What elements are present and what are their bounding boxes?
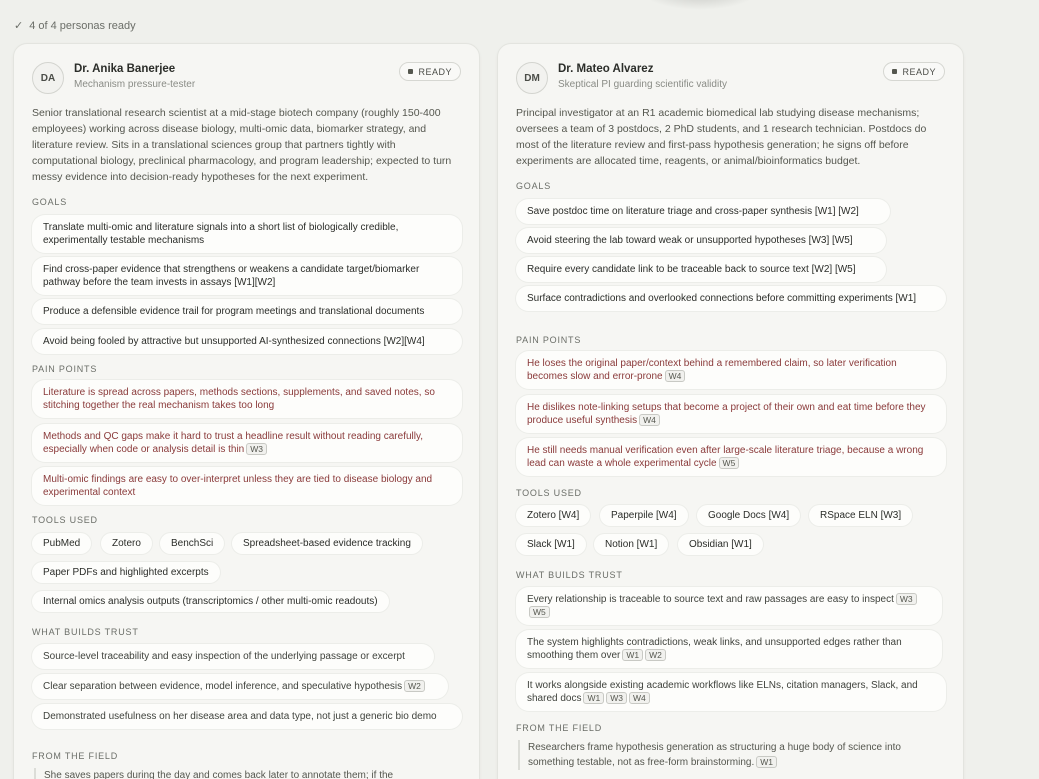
citation-tag[interactable]: W4	[639, 414, 660, 426]
status-badge-label: READY	[418, 66, 452, 77]
status-dot-icon	[408, 69, 413, 74]
section-title-tools: TOOLS USED	[32, 515, 98, 525]
trust-item	[516, 587, 942, 625]
status-badge-label: READY	[902, 66, 936, 77]
tool-chip: BenchSci	[160, 533, 224, 554]
goal-item: Translate multi-omic and literature signals into a short list of biologically credible, experimentally testable mechanisms	[32, 215, 462, 253]
section-title-pain-points: PAIN POINTS	[32, 364, 98, 374]
trust-item	[32, 674, 448, 699]
status-badge	[883, 62, 945, 81]
citation-tag[interactable]: W1	[622, 649, 643, 661]
citation-tag[interactable]: W4	[665, 370, 686, 382]
section-title-goals: GOALS	[32, 197, 68, 207]
pain-point-item	[516, 395, 946, 433]
avatar: DM	[516, 62, 548, 94]
trust-text: Every relationship is traceable to source text and raw passages are easy to inspect	[527, 594, 894, 605]
trust-text: Demonstrated usefulness on her disease area and data type, not just a generic bio demo	[43, 711, 437, 722]
trust-item	[32, 644, 434, 669]
tool-chip: Paperpile [W4]	[600, 505, 688, 526]
pain-point-text: Multi-omic findings are easy to over-interpret unless they are tied to disease biology and experimental context	[43, 474, 433, 498]
citation-tag[interactable]: W1	[583, 692, 604, 704]
persona-header	[32, 62, 461, 96]
persona-description: Principal investigator at an R1 academic biomedical lab studying disease mechanisms; oversees a team of 3 postdocs, 2 PhD students, and 1 research technician. Postdocs do most of the literature review and first-pass hypothesis generation; he signs off before experiments are allocated time, reagents, or animal/bioinformatics budget.	[516, 107, 927, 167]
trust-text: Source-level traceability and easy inspection of the underlying passage or excerpt	[43, 651, 405, 662]
trust-text: Clear separation between evidence, model inference, and speculative hypothesis	[43, 681, 403, 692]
status-badge	[399, 62, 461, 81]
goal-item: Produce a defensible evidence trail for program meetings and translational documents	[32, 299, 462, 324]
check-icon: ✓	[14, 20, 24, 32]
citation-tag[interactable]: W1	[756, 756, 777, 768]
goal-item: Save postdoc time on literature triage and cross-paper synthesis [W1] [W2]	[516, 199, 890, 224]
top-shadow	[640, 0, 760, 10]
persona-role: Skeptical PI guarding scientific validity	[558, 79, 727, 90]
citation-tag[interactable]: W3	[896, 593, 917, 605]
tool-chip: PubMed	[32, 533, 91, 554]
field-quote-text: Researchers frame hypothesis generation as structuring a huge body of science into something testable, not as free-form brainstorming.	[528, 742, 901, 768]
persona-card[interactable]	[13, 43, 480, 779]
pain-point-item	[516, 438, 946, 476]
tool-chip: Internal omics analysis outputs (transcriptomics / other multi-omic readouts)	[32, 591, 389, 612]
tool-chip: RSpace ELN [W3]	[809, 505, 912, 526]
citation-tag[interactable]: W2	[404, 680, 425, 692]
goal-item: Require every candidate link to be traceable back to source text [W2] [W5]	[516, 257, 886, 282]
pain-point-item	[32, 424, 462, 462]
pain-point-text: He dislikes note-linking setups that become a project of their own and eat time before they produce useful synthesis	[527, 402, 926, 426]
trust-text: The system highlights contradictions, weak links, and unsupported edges rather than smoothing them over	[527, 637, 902, 661]
persona-name: Dr. Mateo Alvarez	[558, 63, 654, 75]
pain-point-text: He loses the original paper/context behind a remembered claim, so later verification becomes slow and error-prone	[527, 358, 897, 382]
goal-item: Find cross-paper evidence that strengthens or weakens a candidate target/biomarker pathway before the team invests in assays [W1][W2]	[32, 257, 462, 295]
persona-description: Senior translational research scientist at a mid-stage biotech company (roughly 150-400 employees) working across disease biology, multi-omic data, biomarker strategy, and literature review. Sits in a translational sciences group that partners tightly with computational biology, preclinical pharmacology, and program leadership; expected to turn messy evidence into decision-ready hypotheses for the next experiment.	[32, 107, 452, 183]
tool-chip: Notion [W1]	[594, 534, 668, 555]
citation-tag[interactable]: W4	[629, 692, 650, 704]
citation-tag[interactable]: W5	[529, 606, 550, 618]
goal-item: Avoid steering the lab toward weak or unsupported hypotheses [W3] [W5]	[516, 228, 886, 253]
citation-tag[interactable]: W3	[606, 692, 627, 704]
section-title-trust: WHAT BUILDS TRUST	[516, 570, 623, 580]
trust-item	[516, 630, 942, 668]
persona-name: Dr. Anika Banerjee	[74, 63, 176, 75]
pain-point-text: Literature is spread across papers, methods sections, supplements, and saved notes, so stitching together the real mechanism takes too long	[43, 387, 435, 411]
section-title-field: FROM THE FIELD	[32, 751, 119, 761]
section-title-pain-points: PAIN POINTS	[516, 335, 582, 345]
tool-chip: Google Docs [W4]	[697, 505, 800, 526]
citation-tag[interactable]: W2	[645, 649, 666, 661]
citation-tag[interactable]: W3	[246, 443, 267, 455]
pain-point-text: He still needs manual verification even after large-scale literature triage, because a wrong lead can waste a whole experimental cycle	[527, 445, 924, 469]
pain-point-item	[32, 467, 462, 505]
persona-header	[516, 62, 945, 96]
status-dot-icon	[892, 69, 897, 74]
ready-status	[14, 19, 136, 32]
avatar: DA	[32, 62, 64, 94]
pain-point-text: Methods and QC gaps make it hard to trust a headline result without reading carefully, especially when code or analysis detail is thin	[43, 431, 424, 455]
trust-item	[32, 704, 462, 729]
tool-chip: Zotero	[101, 533, 152, 554]
section-title-tools: TOOLS USED	[516, 488, 582, 498]
section-title-trust: WHAT BUILDS TRUST	[32, 627, 139, 637]
ready-status-text: 4 of 4 personas ready	[29, 19, 136, 32]
citation-tag[interactable]: W5	[719, 457, 740, 469]
section-title-goals: GOALS	[516, 181, 552, 191]
tool-chip: Spreadsheet-based evidence tracking	[232, 533, 422, 554]
pain-point-item	[516, 351, 946, 389]
section-title-field: FROM THE FIELD	[516, 723, 603, 733]
field-quote	[518, 740, 935, 770]
tool-chip: Zotero [W4]	[516, 505, 590, 526]
trust-item	[516, 673, 946, 711]
pain-point-item	[32, 380, 462, 418]
tool-chip: Obsidian [W1]	[678, 534, 763, 555]
field-quote: She saves papers during the day and comes back later to annotate them; if the	[34, 768, 451, 779]
tool-chip: Paper PDFs and highlighted excerpts	[32, 562, 220, 583]
trust-text: It works alongside existing academic workflows like ELNs, citation managers, Slack, and shared docs	[527, 680, 918, 704]
persona-role: Mechanism pressure-tester	[74, 79, 196, 90]
goal-item: Surface contradictions and overlooked connections before committing experiments [W1]	[516, 286, 946, 311]
tool-chip: Slack [W1]	[516, 534, 586, 555]
goal-item: Avoid being fooled by attractive but unsupported AI-synthesized connections [W2][W4]	[32, 329, 462, 354]
persona-card[interactable]	[497, 43, 964, 779]
